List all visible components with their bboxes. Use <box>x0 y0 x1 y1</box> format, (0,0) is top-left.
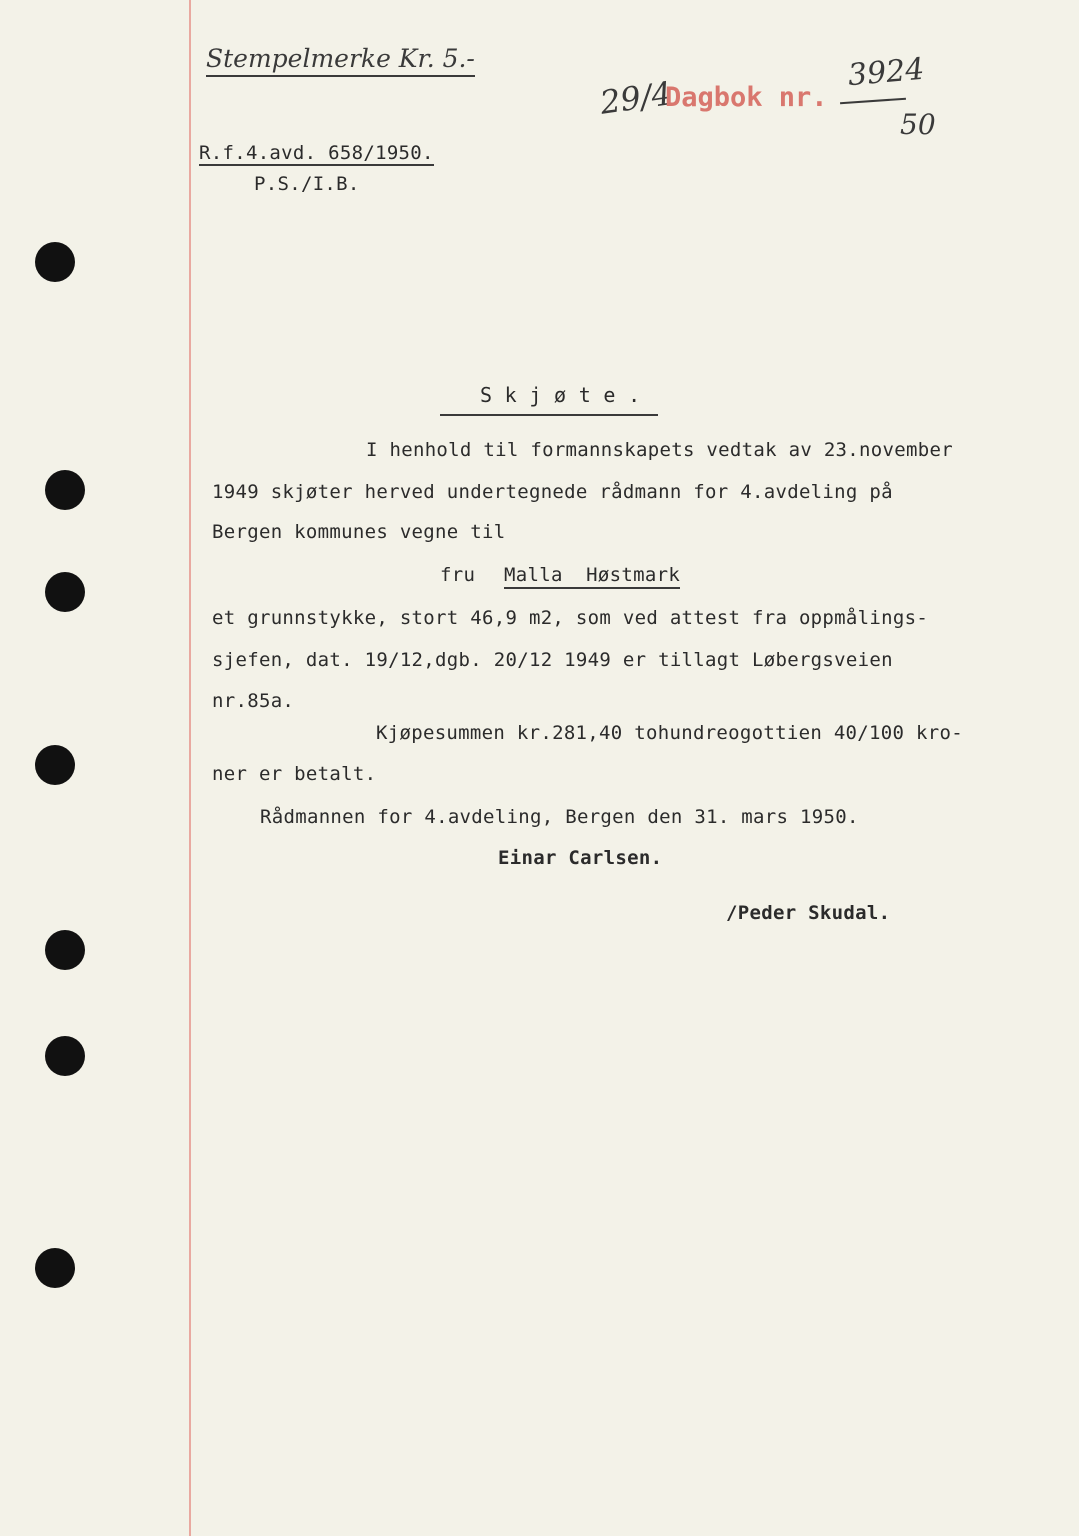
margin-rule <box>189 0 191 1536</box>
recipient-name: Malla Høstmark <box>504 564 680 589</box>
initials: P.S./I.B. <box>254 173 360 195</box>
binder-hole <box>45 470 85 510</box>
binder-hole <box>35 745 75 785</box>
body-line: ner er betalt. <box>212 763 377 785</box>
dagbok-year: 50 <box>900 108 936 141</box>
dagbok-number-rule <box>840 98 906 105</box>
binder-hole <box>35 242 75 282</box>
binder-hole <box>45 930 85 970</box>
closing-line: Rådmannen for 4.avdeling, Bergen den 31. mars 1950. <box>260 806 859 828</box>
secondary-signer: /Peder Skudal. <box>726 902 891 924</box>
binder-hole <box>35 1248 75 1288</box>
body-line: et grunnstykke, stort 46,9 m2, som ved attest fra oppmålings- <box>212 607 929 629</box>
body-line: I henhold til formannskapets vedtak av 23.november <box>366 439 953 461</box>
body-line: Bergen kommunes vegne til <box>212 521 506 543</box>
recipient-prefix: fru <box>440 564 476 586</box>
binder-hole <box>45 1036 85 1076</box>
dagbok-number: 3924 <box>846 51 926 94</box>
title-underline <box>440 414 658 416</box>
body-line: Kjøpesummen kr.281,40 tohundreogottien 40/100 kro- <box>376 722 963 744</box>
dagbok-stamp-label: Dagbok nr. <box>665 82 828 113</box>
document-title: S k j ø t e . <box>480 383 641 407</box>
body-line: sjefen, dat. 19/12,dgb. 20/12 1949 er tillagt Løbergsveien <box>212 649 893 671</box>
signer-name: Einar Carlsen. <box>498 847 663 869</box>
handwritten-date: 29/4 <box>597 74 675 122</box>
binder-hole <box>45 572 85 612</box>
body-line: nr.85a. <box>212 690 295 712</box>
body-line: 1949 skjøter herved undertegnede rådmann for 4.avdeling på <box>212 481 893 503</box>
reference-number: R.f.4.avd. 658/1950. <box>199 142 434 164</box>
handwritten-stamp-note: Stempelmerke Kr. 5.- <box>206 44 475 77</box>
